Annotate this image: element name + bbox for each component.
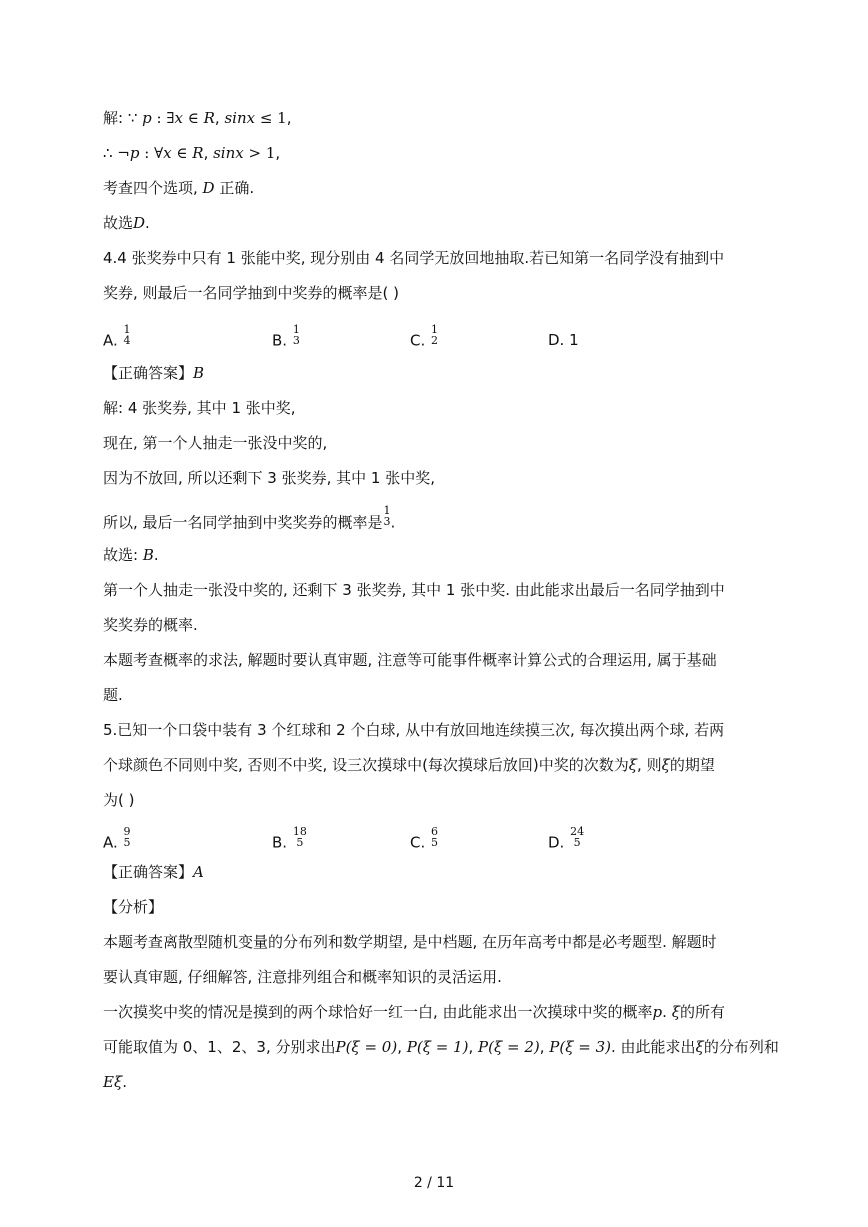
text: 个球颜色不同则中奖, 否则不中奖, 设三次摸球中(每次摸球后放回)中奖的次数为 [103, 756, 629, 774]
option-c [410, 825, 439, 854]
question-5-text: 5.已知一个口袋中装有 3 个红球和 2 个白球, 从中有放回地连续摸三次, 每次摸出两个球, 若两 [103, 721, 725, 739]
answer-label: 【正确答案】 [103, 364, 194, 382]
option-label: B. [272, 331, 292, 350]
solution-line [103, 108, 292, 128]
solution-line: 奖奖券的概率. [103, 616, 198, 634]
option-label: A. [103, 833, 123, 852]
denominator: 3 [292, 334, 300, 347]
numerator: 18 [292, 825, 307, 838]
math: sinx [224, 109, 256, 127]
question-4-text: 奖券, 则最后一名同学抽到中奖券的概率是( ) [103, 284, 400, 302]
solution-line: 现在, 第一个人抽走一张没中奖的, [103, 434, 328, 452]
numerator: 1 [292, 323, 300, 336]
text: . 由此能求出 [611, 1038, 696, 1056]
fraction [293, 324, 300, 346]
numerator: 6 [431, 825, 439, 838]
fraction [431, 826, 438, 848]
analysis-line: 要认真审题, 仔细解答, 注意排列组合和概率知识的灵活运用. [103, 968, 502, 986]
math: sinx [213, 144, 244, 162]
fraction [431, 324, 438, 346]
math: R [192, 144, 204, 162]
math: D [202, 179, 215, 197]
solution-line: 本题考查概率的求法, 解题时要认真审题, 注意等可能事件概率计算公式的合理运用, 属于基础 [103, 651, 717, 669]
option-b [272, 323, 300, 352]
text: , [397, 1038, 407, 1056]
math: p [652, 1003, 663, 1021]
analysis-heading: 【分析】 [103, 898, 164, 916]
fraction [293, 826, 307, 848]
correct-answer [103, 862, 204, 882]
text: , [539, 1038, 550, 1056]
denominator: 4 [123, 334, 131, 347]
text: . [153, 546, 159, 564]
denominator: 3 [383, 515, 391, 528]
option-label: D. 1 [548, 331, 579, 349]
answer-label: 【正确答案】 [103, 863, 194, 881]
option-label: A. [103, 331, 123, 350]
option-label: D. [548, 833, 570, 852]
correct-answer [103, 363, 204, 383]
solution-line [103, 504, 396, 534]
denominator: 5 [573, 836, 581, 849]
denominator: 5 [123, 836, 131, 849]
analysis-line: 本题考查离散型随机变量的分布列和数学期望, 是中档题, 在历年高考中都是必考题型. 解题时 [103, 933, 717, 951]
math: ξ [671, 1003, 680, 1021]
question-4-text: 4.4 张奖券中只有 1 张能中奖, 现分别由 4 名同学无放回地抽取.若已知第一名同学没有抽到中 [103, 249, 725, 267]
math: ∈ [171, 144, 193, 162]
math: R [203, 109, 215, 127]
solution-line: 第一个人抽走一张没中奖的, 还剩下 3 张奖券, 其中 1 张中奖. 由此能求出最后一名同学抽到中 [103, 581, 725, 599]
text: . [122, 1073, 127, 1091]
text: , 则 [637, 756, 662, 774]
math: Eξ [103, 1073, 123, 1091]
question-5-text [103, 755, 715, 775]
math: P(ξ = 2) [478, 1038, 540, 1056]
option-label: C. [410, 331, 431, 350]
text: : ∵ [118, 109, 143, 127]
numerator: 1 [383, 504, 391, 517]
text: , [468, 1038, 479, 1056]
solution-line: 因为不放回, 所以还剩下 3 张奖券, 其中 1 张中奖, [103, 469, 436, 487]
math: P(ξ = 3) [549, 1038, 611, 1056]
text: 正确. [214, 179, 255, 197]
math: p [142, 109, 152, 127]
page-number: 2 / 11 [413, 1175, 455, 1191]
math: : ∀ [139, 144, 164, 162]
math: ξ [661, 756, 670, 774]
fraction [384, 505, 391, 527]
text: 故选: [103, 546, 143, 564]
option-c [410, 323, 439, 352]
text: 的期望 [669, 756, 715, 774]
numerator: 1 [123, 323, 131, 336]
option-a [103, 825, 131, 854]
denominator: 2 [431, 334, 439, 347]
analysis-line [103, 1072, 127, 1092]
option-d [548, 330, 579, 350]
numerator: 9 [123, 825, 131, 838]
solution-line [103, 143, 280, 163]
math: ∈ [182, 109, 204, 127]
solution-line [103, 213, 150, 233]
math: B [142, 546, 154, 564]
option-label: B. [272, 833, 292, 852]
option-d [548, 825, 585, 854]
math: x [163, 144, 172, 162]
text: . [390, 513, 396, 532]
math: ξ [628, 756, 638, 774]
math: > 1 [243, 144, 276, 162]
solution-line [103, 545, 159, 565]
question-5-text: 为( ) [103, 791, 135, 809]
text: . [662, 1003, 672, 1021]
math: ≤ 1 [255, 109, 287, 127]
math: P(ξ = 0) [335, 1038, 398, 1056]
math: p [129, 144, 140, 162]
solution-line: 题. [103, 686, 123, 704]
text: . [145, 214, 150, 232]
answer-value: B [193, 364, 205, 382]
fraction [124, 826, 131, 848]
text: 解 [103, 109, 119, 127]
option-label: C. [410, 833, 431, 852]
text: 的分布列和 [703, 1038, 779, 1056]
solution-line [103, 178, 254, 198]
solution-line: 解: 4 张奖券, 其中 1 张中奖, [103, 399, 296, 417]
option-b [272, 825, 307, 854]
text: , [275, 144, 281, 162]
text: 考查四个选项, [103, 179, 203, 197]
math: ∴ ¬ [103, 144, 130, 162]
text: 的所有 [679, 1003, 725, 1021]
text: , [286, 109, 292, 127]
option-a [103, 323, 131, 352]
text: , [214, 109, 225, 127]
math: ξ [695, 1038, 704, 1056]
text: 一次摸奖中奖的情况是摸到的两个球恰好一红一白, 由此能求出一次摸球中奖的概率 [103, 1003, 653, 1021]
math: P(ξ = 1) [406, 1038, 469, 1056]
answer-value: A [193, 863, 204, 881]
numerator: 24 [570, 825, 585, 838]
numerator: 1 [431, 323, 439, 336]
math: D [133, 214, 146, 232]
denominator: 5 [296, 836, 304, 849]
text: , [203, 144, 214, 162]
analysis-line [103, 1002, 725, 1022]
fraction [570, 826, 584, 848]
denominator: 5 [431, 836, 439, 849]
fraction [124, 324, 131, 346]
math: x [174, 109, 183, 127]
math: : ∃ [151, 109, 175, 127]
text: 可能取值为 0、1、2、3, 分别求出 [103, 1038, 336, 1056]
analysis-line [103, 1037, 779, 1057]
text: 故选 [103, 214, 134, 232]
text: 所以, 最后一名同学抽到中奖奖券的概率是 [103, 513, 383, 532]
